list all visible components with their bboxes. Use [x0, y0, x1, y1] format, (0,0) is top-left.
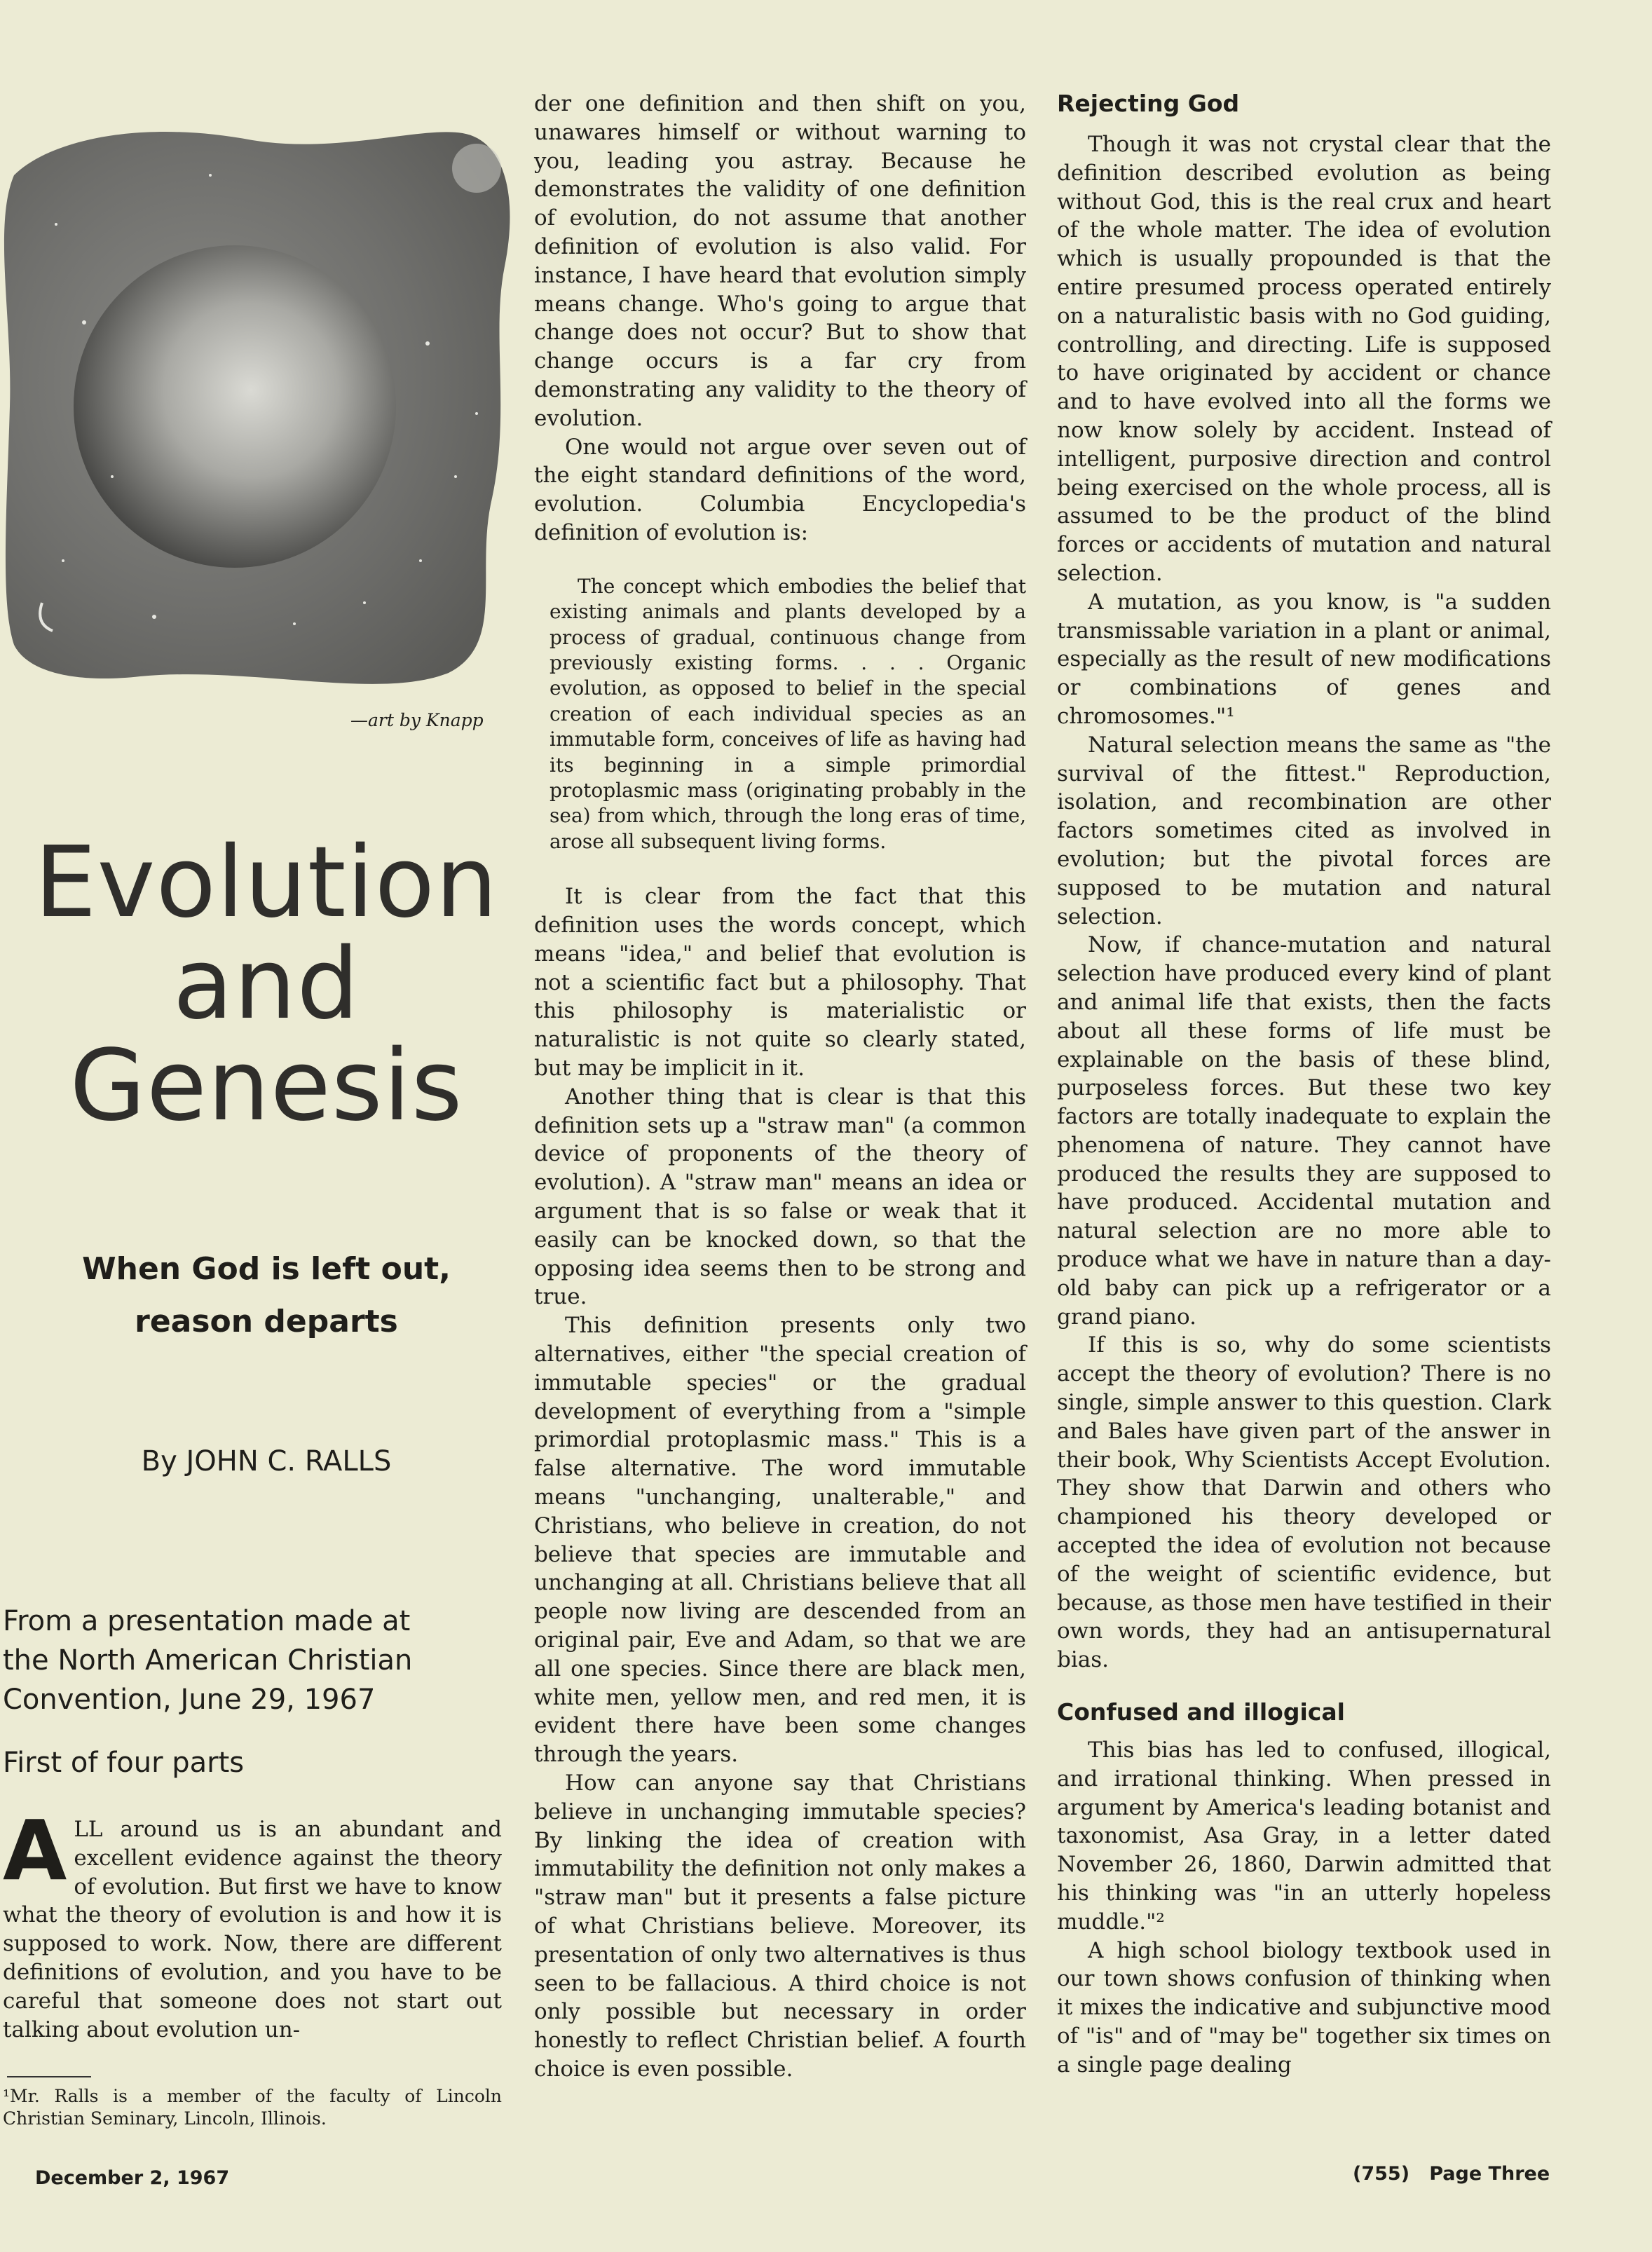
drop-cap: A — [3, 1802, 67, 1899]
byline: By JOHN C. RALLS — [141, 1445, 392, 1478]
presentation-line-1: From a presentation made at — [3, 1605, 411, 1637]
col2-paragraph-3: It is clear from the fact that this definition uses the words concept, which means "idea," and belief that evolution is not a scientific fact but a philosophy. That this philosophy is materialistic or naturalistic is not quite so clearly stated, but may be implicit in it. — [534, 884, 1026, 1081]
footnote: ¹Mr. Ralls is a member of the faculty of Lincoln Christian Seminary, Lincoln, Illinois. — [3, 2086, 502, 2129]
col2-paragraph-2: One would not argue over seven out of the eight standard definitions of the word, evolution. Columbia Encyclopedia's definition of evolution is: — [534, 434, 1026, 545]
title-line-2: and — [172, 927, 360, 1042]
col3-paragraph-5: If this is so, why do some scientists accept the theory of evolution? There is no single, simple answer to this question. Clark and Bales have given part of the answer in their book, Why Scientists Accept Evolution. They show that Darwin and others who championed his theory developed or accepted the idea of evolution not because of the weight of scientific evidence, but because, as those men have testified in their own words, they had an antisupernatural bias. — [1057, 1332, 1551, 1673]
col2-paragraph-5: This definition presents only two alternatives, either "the special creation of immutable species" or the gradual development of everything from a "simple primordial protoplasmic mass." This is a false alternative. The word immutable means "unchanging, unalterable," and Christians, who believe in creation, do not believe that species are immutable and unchanging at all. Christians believe that all people now living are descended from an original pair, Eve and Adam, so that we are all one species. Since there are black men, white men, yellow men, and red men, it is evident there have been some changes through the years. — [534, 1313, 1026, 1768]
heading-confused-illogical: Confused and illogical — [1057, 1698, 1345, 1726]
col2-paragraph-6: How can anyone say that Christians believe in unchanging immutable species? By linking the idea of creation with immutability the definition not only makes a "straw man" but it presents a false picture of what Christians believe. Moreover, its presentation of only two alternatives is thus seen to be fallacious. A third choice is not only possible but necessary in order honestly to reflect Christian belief. A fourth choice is even possible. — [534, 1770, 1026, 2082]
footnote-rule — [7, 2076, 91, 2077]
heading-rejecting-god: Rejecting God — [1057, 90, 1240, 117]
col3-paragraph-1: Though it was not crystal clear that the definition described evolution as being without God, this is the real crux and heart of the whole matter. The idea of evolution which is usually propounded is that the entire presumed process operated entirely on a naturalistic basis with no God guiding, controlling, and directing. Life is supposed to have originated by accident or chance and to have evolved into all the forms we now know solely by accident. Instead of intelligent, purposive direction and control being exercised on the whole process, all is assumed to be the product of the blind forces or accidents of mutation and natural selection. — [1057, 132, 1551, 586]
column-3 — [1057, 90, 1551, 2080]
art-credit: —art by Knapp — [350, 710, 484, 730]
col3-paragraph-7: A high school biology textbook used in our town shows confusion of thinking when it mixes the indicative and subjunctive mood of "is" and of "may be" together six times on a single page dealing — [1057, 1937, 1551, 2077]
footer-page: (755) Page Three — [1353, 2163, 1550, 2185]
title-line-3: Genesis — [69, 1029, 463, 1143]
col3-paragraph-6: This bias has led to confused, illogical, and irrational thinking. When pressed in argument by America's leading botanist and taxonomist, Asa Gray, in a letter dated November 26, 1860, Darwin admitted that his thinking was "in an utterly hopeless muddle."² — [1057, 1738, 1551, 1934]
footer-date: December 2, 1967 — [35, 2167, 230, 2189]
col1-paragraph: LL around us is an abundant and excellent evidence against the theory of evolution. But first we have to know what the theory of evolution is and how it is supposed to work. Now, there are different definitions of evolution, and you have to be careful that someone does not start out talking about evolution un- — [3, 1817, 502, 2042]
subtitle-line-1: When God is left out, — [82, 1251, 451, 1287]
planet-illustration — [0, 112, 519, 694]
title-line-1: Evolution — [34, 826, 498, 940]
col2-paragraph-4: Another thing that is clear is that this definition sets up a "straw man" (a common device of proponents of the theory of evolution). A "straw man" means an idea or argument that is so false or weak that it easily can be knocked down, so that the opposing idea seems then to be strong and true. — [534, 1084, 1026, 1310]
presentation-line-2: the North American Christian — [3, 1644, 413, 1677]
planet — [74, 245, 396, 568]
col3-paragraph-2: A mutation, as you know, is "a sudden transmissable variation in a plant or animal, especially as the result of new modifications or combinations of genes and chromosomes."¹ — [1057, 589, 1551, 729]
col3-paragraph-4: Now, if chance-mutation and natural selection have produced every kind of plant and animal life that exists, then the facts about all these forms of life must be explainable on the basis of these blind, purposeless forces. But these two key factors are totally inadequate to explain the phenomena of nature. They cannot have produced the results they are supposed to have produced. Accidental mutation and natural selection are no more able to produce what we have in nature than a day-old baby can pick up a refrigerator or a grand piano. — [1057, 932, 1551, 1330]
column-1-body — [3, 1802, 502, 2044]
col3-paragraph-3: Natural selection means the same as "the survival of the fittest." Reproduction, isolation, and recombination are other factors sometimes cited as involved in evolution; but the pivotal forces are supposed to be mutation and natural selection. — [1057, 732, 1551, 929]
quote-text: The concept which embodies the belief that existing animals and plants developed by a process of gradual, continuous change from previously existing forms. . . . Organic evolution, as opposed to belief in the special creation of each individual species as an immutable form, conceives of life as having had its beginning in a simple primordial protoplasmic mass (originating probably in the sea) from which, through the long eras of time, arose all subsequent living forms. — [549, 574, 1026, 853]
series-note: First of four parts — [3, 1747, 245, 1779]
col2-paragraph-1: der one definition and then shift on you, unawares himself or without warning to you, leading you astray. Because he demonstrates the validity of one definition of evolution, do not assume that another definition of evolution is also valid. For instance, I have heard that evolution simply means change. Who's going to argue that change does not occur? But to show that change occurs is a far cry from demonstrating any validity to the theory of evolution. — [534, 91, 1026, 431]
column-2 — [534, 90, 1026, 2084]
presentation-line-3: Convention, June 29, 1967 — [3, 1684, 376, 1716]
subtitle-line-2: reason departs — [135, 1304, 398, 1339]
encyclopedia-quote — [549, 574, 1026, 854]
